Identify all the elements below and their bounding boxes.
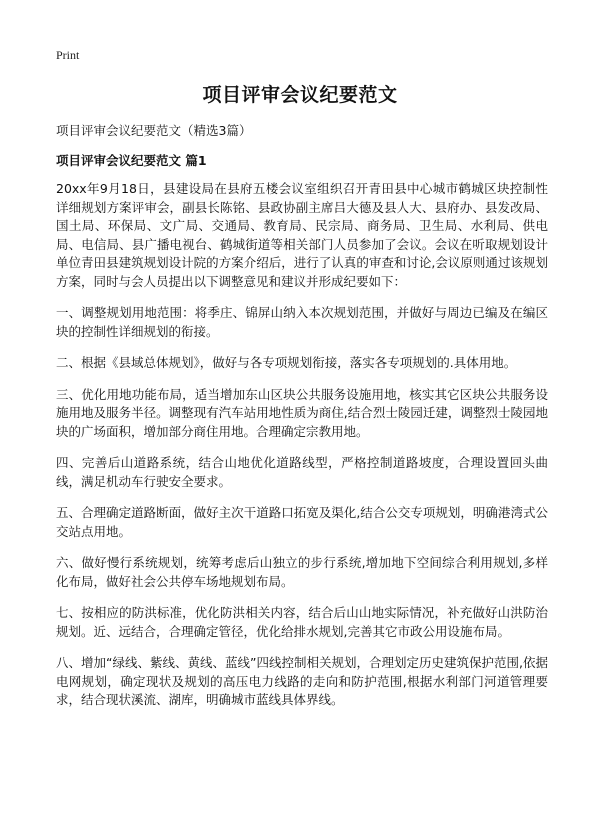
paragraph-item-1: 一、调整规划用地范围：将季庄、锦屏山纳入本次规划范围，并做好与周边已编及在编区块的控制性详细规划的衔接。 [56, 305, 548, 339]
page-title: 项目评审会议纪要范文 [202, 84, 398, 106]
document-body [56, 180, 548, 723]
paragraph-item-8: 八、增加“绿线、紫线、黄线、蓝线”四线控制相关规划，合理划定历史建筑保护范围,依据电网规划，确定现状及规划的高压电力线路的走向和防护范围,根据水利部门河道管理要求，结合现状溪流、湖库，明确城市蓝线具体界线。 [56, 655, 548, 707]
paragraph-item-6: 六、做好慢行系统规划，统筹考虑后山独立的步行系统,增加地下空间综合利用规划,多样化布局，做好社会公共停车场地规划布局。 [56, 555, 548, 589]
section-heading: 项目评审会议纪要范文 篇1 [56, 153, 207, 168]
print-link[interactable]: Print [56, 48, 80, 62]
paragraph-item-3: 三、优化用地功能布局，适当增加东山区块公共服务设施用地，核实其它区块公共服务设施用地及服务半径。调整现有汽车站用地性质为商住,结合烈士陵园迁建，调整烈士陵园地块的广场面积，增加部分商住用地。合理确定宗教用地。 [56, 386, 548, 439]
paragraph-item-7: 七、按相应的防洪标准，优化防洪相关内容，结合后山山地实际情况，补充做好山洪防治规划。近、远结合，合理确定管径，优化给排水规划,完善其它市政公用设施布局。 [56, 605, 548, 639]
paragraph-item-2: 二、根据《县域总体规划》，做好与各专项规划衔接，落实各专项规划的.具体用地。 [56, 355, 517, 370]
paragraph-item-5: 五、合理确定道路断面，做好主次干道路口拓宽及渠化,结合公交专项规划，明确港湾式公交站点用地。 [56, 505, 548, 539]
paragraph-item-4: 四、完善后山道路系统，结合山地优化道路线型，严格控制道路坡度，合理设置回头曲线，满足机动车行驶安全要求。 [56, 455, 548, 489]
paragraph-intro: 20xx年9月18日，县建设局在县府五楼会议室组织召开青田县中心城市鹤城区块控制性详细规划方案评审会，副县长陈铭、县政协副主席吕大德及县人大、县府办、县发改局、国土局、环保局、文广局、交通局、教育局、民宗局、商务局、卫生局、水利局、供电局、电信局、县广播电视台、鹤城街道等相关部门人员参加了会议。会议在听取规划设计单位青田县建筑规划设计院的方案介绍后，进行了认真的审查和讨论,会议原则通过该规划方案，同时与会人员提出以下调整意见和建议并形成纪要如下： [56, 181, 548, 289]
document-subtitle: 项目评审会议纪要范文（精选3篇） [56, 123, 252, 138]
